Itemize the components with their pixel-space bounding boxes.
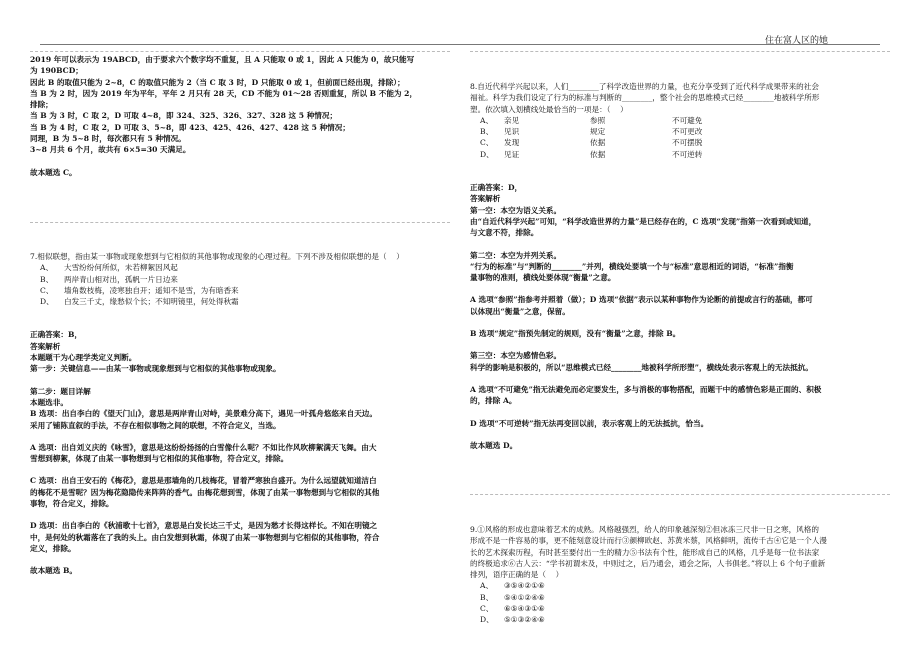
correct-answer: 正确答案：D， xyxy=(470,183,523,193)
header-divider xyxy=(40,44,880,45)
option-c[interactable]: C、 发现 依据 不可摆脱 xyxy=(480,138,703,148)
question-stem-line: 长的艺术探索历程，有时甚至要付出一生的精力⑤书法有个性，能形成自己的风格，几乎是每一位书法家 xyxy=(470,547,820,557)
analysis-option-d: D 选项：出自李白的《秋浦歌十七首》，意思是白发长达三千丈，是因为愁才长得这样长。不知在明镜之 xyxy=(30,521,378,531)
correct-answer: 正确答案：B， xyxy=(30,330,82,340)
option-a[interactable]: A、 亲见 参照 不可避免 xyxy=(480,115,703,125)
option-c[interactable]: C、 ⑥⑤④③①⑥ xyxy=(480,604,545,614)
analysis-option-c: 的梅花不是雪呢？因为梅花隐隐传来阵阵的香气。由梅花想到雪，体现了由某一事物想到与它相似的其他 xyxy=(30,487,380,497)
right-question-separator xyxy=(470,494,890,495)
question-stem-line: 福祉。科学为我们设定了行为的标准与判断的________，整个社会的思维模式已经________地被科学所形 xyxy=(470,93,820,103)
analysis-step-1: 第一步：关键信息——由某一事物或现象想到与它相似的其他事物或现象。 xyxy=(30,364,281,374)
option-b[interactable]: B、 两岸青山相对出，孤帆一片日边来 xyxy=(40,274,178,284)
analysis-step-2-sub: 本题选非。 xyxy=(30,397,68,407)
right-top-separator xyxy=(470,51,890,52)
option-c[interactable]: C、 墙角数枝梅，凌寒独自开；遥知不是雪，为有暗香来 xyxy=(40,285,239,295)
blank-3-option-a: A 选项“不可避免”指无法避免而必定要发生，多与消极的事物搭配，而题干中的感情色彩是正面的、积极 xyxy=(470,384,822,394)
question-stem-line: 9.①风格的形成也意味着艺术的成熟。风格越强烈，给人的印象越深刻②但冰冻三尺非一日之寒，风格的 xyxy=(470,525,819,534)
option-a[interactable]: A、 大雪纷纷何所似，未若柳絮因风起 xyxy=(40,263,178,273)
blank-3-title: 第三空：本空为感情色彩。 xyxy=(470,351,562,361)
analysis-option-a: 雪想到柳絮，体现了由某一事物想到与它相似的其他事物，符合定义，排除。 xyxy=(30,454,289,464)
blank-2-option-b: B 选项“规定”指预先制定的规则，没有“衡量”之意，排除 B。 xyxy=(470,329,681,339)
blank-1-body: 由“自近代科学兴起”可知，“科学改造世界的力量”是已经存在的，C 选项“发现”指第一次看到或知道， xyxy=(470,216,817,226)
analysis-label: 答案解析 xyxy=(470,194,501,204)
analysis-option-a: A 选项：出自刘义庆的《咏雪》，意思是这纷纷扬扬的白雪像什么呢？不如比作风吹柳絮满天飞舞。由大 xyxy=(30,442,377,452)
left-top-separator xyxy=(30,51,450,52)
blank-2-body: 量事物的准则，横线处要体现“衡量”之意。 xyxy=(470,273,616,283)
blank-2-options-ad: A 选项“参照”指参考并照着（做）；D 选项“依据”表示以某种事物作为论断的前提或言行的基础，都可 xyxy=(470,295,813,305)
analysis-line: 排除； xyxy=(30,100,53,110)
question-stem-line: 排列，语序正确的是（ ） xyxy=(470,570,564,580)
analysis-option-d: 定义，排除。 xyxy=(30,543,76,553)
previous-answer-conclusion: 故本题选 C。 xyxy=(30,167,77,177)
analysis-label: 答案解析 xyxy=(30,341,61,351)
page-header-title: 住在富人区的她 xyxy=(764,36,828,46)
question-8 xyxy=(470,81,900,451)
left-column-previous-analysis xyxy=(30,54,465,178)
blank-2-title: 第二空：本空为并列关系。 xyxy=(470,250,562,260)
option-a[interactable]: A、 ③⑤④②①⑥ xyxy=(480,581,545,591)
question-stem-line: 8.自近代科学兴起以来，人们________了科学改造世界的力量，也充分享受到了近代科学成果带来的社会 xyxy=(470,82,819,91)
analysis-line: 同理，B 为 5~8 时，每次都只有 5 种情况。 xyxy=(30,134,186,144)
final-answer: 故本题选 D。 xyxy=(470,440,518,450)
final-answer: 故本题选 B。 xyxy=(30,566,78,576)
analysis-line: 当 B 为 2 时，因为 2019 年为平年，平年 2 月只有 28 天，CD 不能为 01～28 否则重复，所以 B 不能为 2， xyxy=(30,88,418,98)
left-question-separator xyxy=(30,222,450,223)
question-stem-line: 的终极追求⑥古人云：“学书初谓未及，中则过之，后乃通会，通会之际，人书俱老。”将以上 6 个句子重新 xyxy=(470,558,826,568)
analysis-step-2: 第二步：题目详解 xyxy=(30,386,91,396)
analysis-line: 因此 B 的取值只能为 2~8，C 的取值只能为 2（当 C 取 3 时，D 只能取 0 或 1，但前面已经出现，排除）； xyxy=(30,77,405,87)
analysis-intro: 本题题干为心理学类定义判断。 xyxy=(30,353,137,363)
analysis-option-d: 中，是何处的秋霜落在了我的头上。由白发想到秋霜，体现了由某一事物想到与它相似的其他事物，符合 xyxy=(30,532,380,542)
question-7 xyxy=(30,251,465,577)
analysis-option-b: 采用了铺陈直叙的手法，不存在相似事物之间的联想，不符合定义，当选。 xyxy=(30,420,281,430)
analysis-option-c: 事物，符合定义，排除。 xyxy=(30,499,114,509)
question-stem-line: 形成不是一件容易的事，更不能刻意设计而行③颜柳欧赵、苏黄米蔡，风格鲜明，流传千古④它是一个人漫 xyxy=(470,536,827,546)
option-b[interactable]: B、 ⑤④①②④⑥ xyxy=(480,592,545,602)
option-d[interactable]: D、 白发三千丈，缘愁似个长；不知明镜里，何处得秋霜 xyxy=(40,297,239,307)
question-stem-line: 7.相似联想，指由某一事物或现象想到与它相似的其他事物或现象的心理过程。下列不涉及相似联想的是（ ） xyxy=(30,252,404,261)
question-9 xyxy=(470,524,900,626)
option-d[interactable]: D、 见证 依据 不可逆转 xyxy=(480,149,703,159)
analysis-line: 2019 年可以表示为 19ABCD，由于要求六个数字均不重复，且 A 只能取 0 或 1，因此 A 只能为 0，故只能写 xyxy=(30,55,415,64)
analysis-line: 为 190BCD； xyxy=(30,66,83,76)
analysis-line: 当 B 为 3 时，C 取 2，D 可取 4~8，即 324、325、326、327、328 这 5 种情况； xyxy=(30,111,338,121)
blank-3-body: 科学的影响是积极的，所以“思维模式已经________地被科学所形塑”，横线处表示客观上的无法抵抗。 xyxy=(470,362,813,372)
blank-3-option-d: D 选项“不可逆转”指无法再变回以前，表示客观上的无法抵抗，恰当。 xyxy=(470,418,709,428)
option-d[interactable]: D、 ⑤①③②④⑥ xyxy=(480,615,545,625)
question-stem-line: 塑。依次填入划横线处最恰当的一项是：（ ） xyxy=(470,104,628,114)
blank-1-title: 第一空：本空为语义关系。 xyxy=(470,205,562,215)
analysis-option-c: C 选项：出自王安石的《梅花》，意思是那墙角的几枝梅花，冒着严寒独自盛开。为什么远望就知道洁白 xyxy=(30,476,377,486)
analysis-line: 当 B 为 4 时，C 取 2，D 可取 3、5~8，即 423、425、426、427、428 这 5 种情况； xyxy=(30,122,350,132)
analysis-option-b: B 选项：出自李白的《望天门山》，意思是两岸青山对峙，美景难分高下，遇见一叶孤舟悠悠来自天边。 xyxy=(30,409,377,419)
blank-3-option-a: 的，排除 A。 xyxy=(470,396,517,406)
blank-2-body: “行为的标准”与“判断的________”并列，横线处要填一个与“标准”意思相近的词语，“标准”指衡 xyxy=(470,261,794,271)
option-b[interactable]: B、 见识 规定 不可更改 xyxy=(480,127,703,137)
blank-1-body: 与文意不符，排除。 xyxy=(470,228,539,238)
analysis-line: 3~8 月共 6 个月，故共有 6×5=30 天满足。 xyxy=(30,145,191,155)
blank-2-options-ad: 以体现出“衡量”之意，保留。 xyxy=(470,306,570,316)
